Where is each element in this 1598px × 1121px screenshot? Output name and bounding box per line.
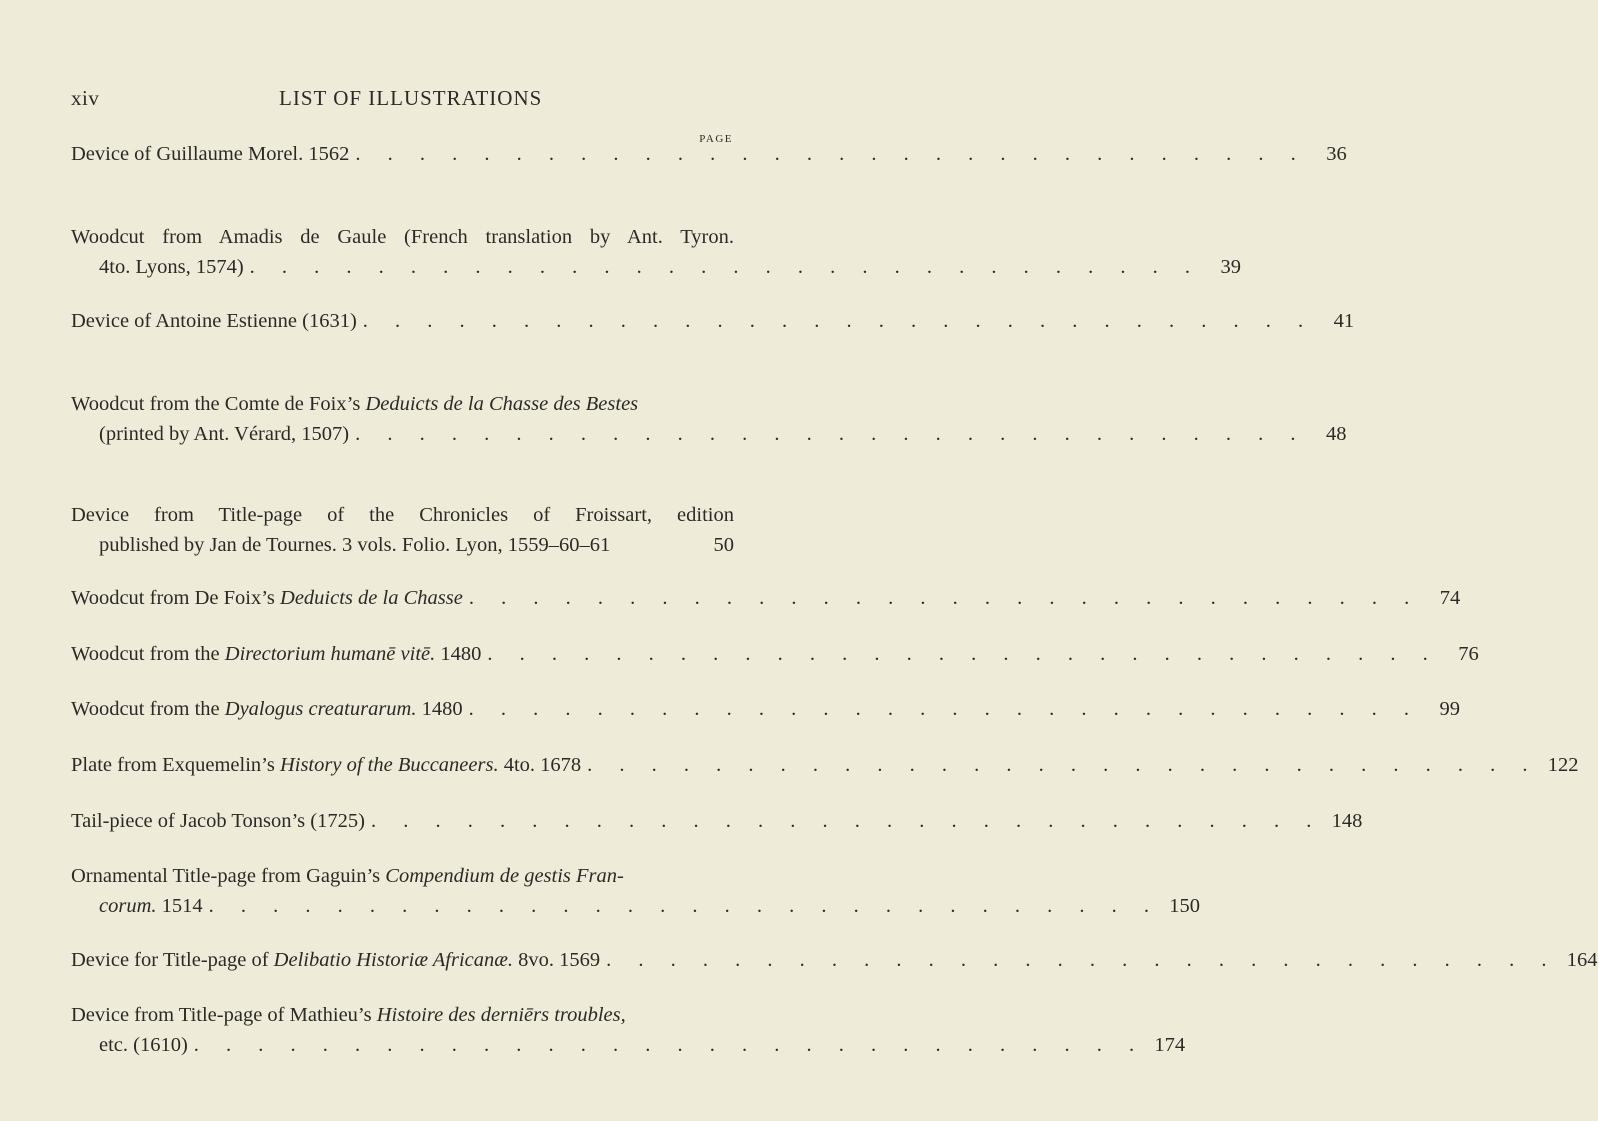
page-number: 50: [713, 534, 734, 556]
entry-text-roman: 1480: [435, 643, 482, 665]
entry-line: [71, 139, 1347, 169]
leader-dots: . . . . . . . . . . . . . . . . . . . . . . . . . . . . . .: [362, 310, 1315, 332]
running-head-title: LIST OF ILLUSTRATIONS: [279, 86, 543, 110]
entry-text-roman: Ornamental Title-page from Gaguin’s: [71, 865, 386, 887]
entry-title-italic: Histoire des derniērs troubles,: [376, 1004, 626, 1026]
list-item: [71, 750, 1579, 780]
leader-dots: . . . . . . . . . . . . . . . . . . . . . . . . . . . . . .: [193, 1034, 1146, 1056]
entry-text: etc. (1610): [99, 1034, 188, 1056]
entry-text: [99, 891, 203, 921]
leader-dots: . . . . . . . . . . . . . . . . . . . . . . . . . . . . . .: [208, 895, 1161, 917]
entry-text: [71, 583, 463, 613]
entry-text: Woodcut from Amadis de Gaule (French translation by Ant. Tyron.: [71, 226, 734, 248]
entry-line: [71, 891, 1201, 921]
entry-line: [71, 419, 1347, 449]
entry-title-italic: History of the Buccaneers.: [279, 754, 499, 776]
page-number: 150: [1169, 895, 1201, 917]
entry-line: [71, 750, 1579, 780]
entry-line: [71, 1030, 1186, 1060]
entry-line: [71, 945, 1598, 975]
entry-text: Tail-piece of Jacob Tonson’s (1725): [71, 810, 365, 832]
entry-line: [71, 389, 734, 419]
page-number: 99: [1439, 698, 1460, 720]
leader-dots: . . . . . . . . . . . . . . . . . . . . . . . . . . . . . .: [249, 256, 1202, 278]
entry-line: [71, 306, 1355, 336]
list-item: [71, 583, 1461, 613]
entry-line: [71, 694, 1460, 724]
page-header: [71, 86, 711, 116]
entry-text: published by Jan de Tournes. 3 vols. Folio. Lyon, 1559–60–61: [99, 534, 611, 556]
list-item: [71, 806, 1363, 836]
list-item: [71, 861, 1201, 921]
entry-text-roman: 4to. 1678: [498, 754, 582, 776]
leader-dots: . . . . . . . . . . . . . . . . . . . . . . . . . . . . . .: [587, 754, 1539, 776]
page-number: 148: [1331, 810, 1363, 832]
entry-title-italic: Compendium de gestis Fran-: [385, 865, 624, 887]
entry-title-italic: Deduicts de la Chasse: [280, 587, 463, 609]
entry-text: Device from Title-page of the Chronicles of Froissart, edition: [71, 504, 734, 526]
entry-text-roman: Woodcut from De Foix’s: [71, 587, 281, 609]
list-item: [71, 639, 1479, 669]
entry-line: [71, 806, 1363, 836]
entry-text: [71, 750, 581, 780]
entry-title-italic: Deduicts de la Chasse des Bestes: [365, 393, 639, 415]
page-number: 41: [1333, 310, 1355, 332]
entry-line: [71, 639, 1479, 669]
page-number: 76: [1458, 643, 1479, 665]
entry-title-italic: Dyalogus creaturarum.: [224, 698, 417, 720]
entry-text-roman: Device from Title-page of Mathieu’s: [71, 1004, 377, 1026]
entry-text-roman: Woodcut from the: [71, 698, 225, 720]
list-item: [71, 222, 1242, 282]
list-item: [71, 389, 1347, 449]
list-item: [71, 139, 1347, 169]
entry-text: Device of Antoine Estienne (1631): [71, 310, 357, 332]
entry-text: [71, 861, 624, 891]
entry-title-italic: Delibatio Historiæ Africanæ.: [273, 949, 514, 971]
entry-line: [71, 583, 1461, 613]
entry-text: [71, 1000, 626, 1030]
entry-text: [71, 639, 481, 669]
list-item: [71, 306, 1355, 336]
entry-line: [71, 1000, 734, 1030]
page-number: 36: [1326, 143, 1347, 165]
leader-dots: . . . . . . . . . . . . . . . . . . . . . . . . . . . . . .: [487, 643, 1439, 665]
leader-dots: . . . . . . . . . . . . . . . . . . . . . . . . . . . . . .: [355, 143, 1307, 165]
leader-dots: . . . . . . . . . . . . . . . . . . . . . . . . . . . . . .: [370, 810, 1323, 832]
entry-text: [71, 945, 600, 975]
entry-line: [71, 252, 1242, 282]
entry-line: [71, 530, 734, 560]
entry-text-roman: Device for Title-page of: [71, 949, 274, 971]
entry-text: (printed by Ant. Vérard, 1507): [99, 423, 350, 445]
list-item: [71, 500, 734, 560]
page-number: 174: [1154, 1034, 1186, 1056]
entry-text: [71, 389, 638, 419]
entry-title-italic: Directorium humanē vitē.: [224, 643, 436, 665]
page-number: 39: [1220, 256, 1242, 278]
list-item: [71, 1000, 1186, 1060]
entry-title-italic: corum.: [99, 895, 157, 917]
entry-text: Device of Guillaume Morel. 1562: [71, 143, 350, 165]
folio-number: xiv: [71, 86, 100, 110]
entry-text-roman: Woodcut from the Comte de Foix’s: [71, 393, 366, 415]
page-number: 122: [1547, 754, 1579, 776]
page-number: 74: [1439, 587, 1461, 609]
list-item: [71, 694, 1460, 724]
entry-text-roman: 1480: [416, 698, 463, 720]
leader-dots: . . . . . . . . . . . . . . . . . . . . . . . . . . . . . .: [606, 949, 1558, 971]
entry-line: [71, 861, 734, 891]
entry-text: [71, 694, 463, 724]
entry-text-roman: 8vo. 1569: [513, 949, 601, 971]
list-item: [71, 945, 1598, 975]
entry-text: 4to. Lyons, 1574): [99, 256, 244, 278]
entry-text-roman: 1514: [156, 895, 203, 917]
leader-dots: . . . . . . . . . . . . . . . . . . . . . . . . . . . . . .: [355, 423, 1307, 445]
leader-dots: . . . . . . . . . . . . . . . . . . . . . . . . . . . . . .: [468, 698, 1420, 720]
page-column-label: PAGE: [699, 133, 733, 145]
entry-line: [71, 222, 734, 252]
entry-text-roman: Plate from Exquemelin’s: [71, 754, 280, 776]
page-number: 48: [1326, 423, 1347, 445]
entry-line: [71, 500, 734, 530]
entry-text-roman: Woodcut from the: [71, 643, 225, 665]
page-number: 164: [1566, 949, 1598, 971]
leader-dots: . . . . . . . . . . . . . . . . . . . . . . . . . . . . . .: [468, 587, 1421, 609]
